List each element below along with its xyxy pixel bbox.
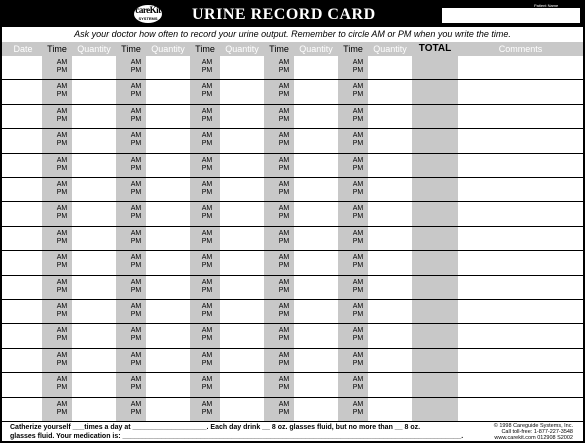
am-label[interactable]: AM — [201, 327, 213, 335]
header-time: Time — [121, 44, 141, 54]
pm-label[interactable]: PM — [56, 311, 68, 318]
am-label[interactable]: AM — [201, 83, 213, 91]
pm-label[interactable]: PM — [56, 67, 68, 74]
am-label[interactable]: AM — [130, 303, 142, 310]
total-column-shade — [412, 56, 458, 422]
am-label[interactable]: AM — [352, 278, 364, 286]
row-divider — [2, 128, 583, 129]
header-time: Time — [47, 44, 67, 54]
header-comments: Comments — [498, 44, 543, 54]
form-codes: 012908 S2002 — [537, 435, 573, 441]
am-label[interactable]: AM — [278, 107, 290, 115]
pm-label[interactable]: PM — [278, 359, 290, 367]
patient-name-field[interactable] — [442, 8, 580, 23]
pm-label[interactable]: PM — [201, 311, 213, 318]
am-label[interactable]: AM — [130, 400, 142, 408]
medication-line: glasses fluid. Your medication is: _______________________________________________________________________________________. — [10, 433, 464, 440]
pm-label[interactable]: PM — [352, 189, 364, 196]
am-label[interactable]: AM — [352, 107, 364, 115]
row-divider — [2, 226, 583, 227]
pm-label[interactable]: PM — [56, 384, 68, 392]
am-label[interactable]: AM — [201, 107, 213, 115]
am-label[interactable]: AM — [130, 229, 142, 237]
am-label[interactable]: AM — [201, 376, 213, 384]
am-label[interactable]: AM — [201, 132, 213, 140]
pm-label[interactable]: PM — [56, 262, 68, 270]
pm-label[interactable]: PM — [130, 213, 142, 221]
header-total: TOTAL — [418, 43, 452, 54]
pm-label[interactable]: PM — [130, 140, 142, 148]
am-label[interactable]: AM — [130, 327, 142, 335]
am-label[interactable]: AM — [56, 327, 68, 335]
row-divider — [2, 250, 583, 251]
pm-label[interactable]: PM — [352, 164, 364, 172]
am-label[interactable]: AM — [56, 59, 68, 66]
pm-label[interactable]: PM — [130, 189, 142, 196]
row-divider — [2, 372, 583, 373]
row-divider — [2, 275, 583, 276]
footer-web-codes — [494, 435, 573, 441]
pm-label[interactable]: PM — [352, 262, 364, 270]
am-label[interactable]: AM — [201, 351, 213, 359]
am-label[interactable]: AM — [56, 83, 68, 91]
pm-label[interactable]: PM — [130, 67, 142, 74]
pm-label[interactable]: PM — [130, 115, 142, 123]
pm-label[interactable]: PM — [278, 237, 290, 245]
pm-label[interactable]: PM — [130, 164, 142, 172]
pm-label[interactable]: PM — [201, 384, 213, 392]
pm-label[interactable]: PM — [130, 262, 142, 270]
card-header — [2, 2, 583, 27]
pm-label[interactable]: PM — [352, 213, 364, 221]
row-divider — [2, 153, 583, 154]
row-divider — [2, 348, 583, 349]
am-label[interactable]: AM — [278, 156, 290, 164]
pm-label[interactable]: PM — [278, 189, 290, 196]
am-label[interactable]: AM — [130, 254, 142, 262]
am-label[interactable]: AM — [201, 156, 213, 164]
pm-label[interactable]: PM — [130, 384, 142, 392]
am-label[interactable]: AM — [56, 181, 68, 188]
am-label[interactable]: AM — [201, 229, 213, 237]
pm-label[interactable]: PM — [201, 237, 213, 245]
am-label[interactable]: AM — [130, 83, 142, 91]
header-quantity: Quantity — [225, 44, 259, 54]
instruction-text: Ask your doctor how often to record your urine output. Remember to circle AM or PM when you write the time. — [74, 29, 511, 39]
am-label[interactable]: AM — [130, 376, 142, 384]
patient-name-label: Patient Name — [534, 3, 559, 8]
pm-label[interactable]: PM — [130, 311, 142, 318]
pm-label[interactable]: PM — [278, 164, 290, 172]
pm-label[interactable]: PM — [278, 335, 290, 343]
pm-label[interactable]: PM — [56, 237, 68, 245]
pm-label[interactable]: PM — [56, 164, 68, 172]
card-title: URINE RECORD CARD — [192, 6, 376, 23]
am-label[interactable]: AM — [130, 351, 142, 359]
row-divider — [2, 177, 583, 178]
am-label[interactable]: AM — [278, 254, 290, 262]
am-label[interactable]: AM — [56, 400, 68, 408]
am-label[interactable]: AM — [56, 107, 68, 115]
am-label[interactable]: AM — [201, 59, 213, 66]
pm-label[interactable]: PM — [278, 67, 290, 74]
pm-label[interactable]: PM — [352, 359, 364, 367]
pm-label[interactable]: PM — [201, 359, 213, 367]
pm-label[interactable]: PM — [278, 384, 290, 392]
am-label[interactable]: AM — [278, 205, 290, 213]
am-label[interactable]: AM — [130, 205, 142, 213]
am-label[interactable]: AM — [201, 278, 213, 286]
am-label[interactable]: AM — [278, 278, 290, 286]
pm-label[interactable]: PM — [278, 286, 290, 294]
pm-label[interactable]: PM — [56, 115, 68, 123]
pm-label[interactable]: PM — [201, 408, 213, 416]
pm-label[interactable]: PM — [352, 408, 364, 416]
pm-label[interactable]: PM — [352, 286, 364, 294]
am-label[interactable]: AM — [352, 376, 364, 384]
pm-label[interactable]: PM — [278, 140, 290, 148]
header-quantity: Quantity — [151, 44, 185, 54]
pm-label[interactable]: PM — [352, 140, 364, 148]
am-label[interactable]: AM — [352, 59, 364, 66]
am-label[interactable]: AM — [278, 327, 290, 335]
am-label[interactable]: AM — [278, 59, 290, 66]
logo-sub-text: SYSTEMS — [138, 16, 158, 21]
am-label[interactable]: AM — [278, 303, 290, 310]
pm-label[interactable]: PM — [56, 213, 68, 221]
pm-label[interactable]: PM — [130, 335, 142, 343]
am-label[interactable]: AM — [130, 107, 142, 115]
am-label[interactable]: AM — [352, 205, 364, 213]
row-divider — [2, 323, 583, 324]
card-footer — [2, 421, 583, 443]
copyright-text: © 1998 Careguide Systems, Inc. — [493, 423, 573, 429]
am-label[interactable]: AM — [352, 181, 364, 188]
pm-label[interactable]: PM — [201, 115, 213, 123]
am-label[interactable]: AM — [352, 229, 364, 237]
row-divider — [2, 201, 583, 202]
pm-label[interactable]: PM — [56, 91, 68, 99]
pm-label[interactable]: PM — [278, 213, 290, 221]
pm-label[interactable]: PM — [130, 237, 142, 245]
am-label[interactable]: AM — [201, 254, 213, 262]
am-label[interactable]: AM — [278, 132, 290, 140]
row-divider — [2, 299, 583, 300]
pm-label[interactable]: PM — [56, 189, 68, 196]
am-label[interactable]: AM — [352, 254, 364, 262]
am-label[interactable]: AM — [130, 181, 142, 188]
am-label[interactable]: AM — [201, 303, 213, 310]
pm-label[interactable]: PM — [201, 67, 213, 74]
header-quantity: Quantity — [299, 44, 333, 54]
pm-label[interactable]: PM — [201, 213, 213, 221]
am-label[interactable]: AM — [56, 254, 68, 262]
catheter-instructions: Catherize yourself ___times a day at ___________________. Each day drink __ 8 oz. glasses fluid, but no more than __ 8 oz. — [10, 424, 421, 431]
am-label[interactable]: AM — [352, 156, 364, 164]
am-label[interactable]: AM — [56, 156, 68, 164]
am-label[interactable]: AM — [352, 132, 364, 140]
am-label[interactable]: AM — [352, 351, 364, 359]
pm-label[interactable]: PM — [130, 286, 142, 294]
pm-label[interactable]: PM — [278, 408, 290, 416]
am-label[interactable]: AM — [130, 156, 142, 164]
am-label[interactable]: AM — [278, 83, 290, 91]
header-quantity: Quantity — [373, 44, 407, 54]
pm-label[interactable]: PM — [352, 67, 364, 74]
am-label[interactable]: AM — [201, 205, 213, 213]
pm-label[interactable]: PM — [352, 311, 364, 318]
pm-label[interactable]: PM — [201, 335, 213, 343]
am-label[interactable]: AM — [352, 303, 364, 310]
am-label[interactable]: AM — [278, 376, 290, 384]
am-label[interactable]: AM — [352, 327, 364, 335]
header-quantity: Quantity — [77, 44, 111, 54]
pm-label[interactable]: PM — [278, 311, 290, 318]
header-time: Time — [195, 44, 215, 54]
pm-label[interactable]: PM — [56, 140, 68, 148]
am-label[interactable]: AM — [130, 59, 142, 66]
am-label[interactable]: AM — [56, 351, 68, 359]
pm-label[interactable]: PM — [130, 359, 142, 367]
am-label[interactable]: AM — [56, 376, 68, 384]
website-text: www.carekit.com — [494, 435, 536, 441]
am-label[interactable]: AM — [130, 278, 142, 286]
tollfree-text: Call toll-free: 1-877-227-3548 — [501, 429, 573, 435]
pm-label[interactable]: PM — [352, 237, 364, 245]
pm-label[interactable]: PM — [56, 335, 68, 343]
carekit-logo — [134, 5, 162, 23]
pm-label[interactable]: PM — [352, 91, 364, 99]
pm-label[interactable]: PM — [201, 91, 213, 99]
pm-label[interactable]: PM — [352, 335, 364, 343]
pm-label[interactable]: PM — [352, 384, 364, 392]
am-label[interactable]: AM — [56, 229, 68, 237]
am-label[interactable]: AM — [201, 181, 213, 188]
pm-label[interactable]: PM — [278, 115, 290, 123]
am-label[interactable]: AM — [56, 132, 68, 140]
am-label[interactable]: AM — [201, 400, 213, 408]
pm-label[interactable]: PM — [352, 115, 364, 123]
am-label[interactable]: AM — [278, 229, 290, 237]
pm-label[interactable]: PM — [201, 140, 213, 148]
pm-label[interactable]: PM — [56, 286, 68, 294]
am-label[interactable]: AM — [56, 303, 68, 310]
row-divider — [2, 104, 583, 105]
pm-label[interactable]: PM — [201, 189, 213, 196]
pm-label[interactable]: PM — [278, 91, 290, 99]
am-label[interactable]: AM — [130, 132, 142, 140]
am-label[interactable]: AM — [278, 181, 290, 188]
row-divider — [2, 397, 583, 398]
am-label[interactable]: AM — [278, 351, 290, 359]
pm-label[interactable]: PM — [130, 408, 142, 416]
logo-main-text: careKit — [135, 5, 161, 15]
pm-label[interactable]: PM — [56, 408, 68, 416]
pm-label[interactable]: PM — [56, 359, 68, 367]
am-label[interactable]: AM — [352, 400, 364, 408]
am-label[interactable]: AM — [352, 83, 364, 91]
row-divider — [2, 79, 583, 80]
header-time: Time — [343, 44, 363, 54]
am-label[interactable]: AM — [56, 205, 68, 213]
am-label[interactable]: AM — [56, 278, 68, 286]
pm-label[interactable]: PM — [201, 164, 213, 172]
header-time: Time — [269, 44, 289, 54]
header-date: Date — [13, 44, 33, 54]
pm-label[interactable]: PM — [278, 262, 290, 270]
pm-label[interactable]: PM — [201, 262, 213, 270]
pm-label[interactable]: PM — [130, 91, 142, 99]
pm-label[interactable]: PM — [201, 286, 213, 294]
am-label[interactable]: AM — [278, 400, 290, 408]
